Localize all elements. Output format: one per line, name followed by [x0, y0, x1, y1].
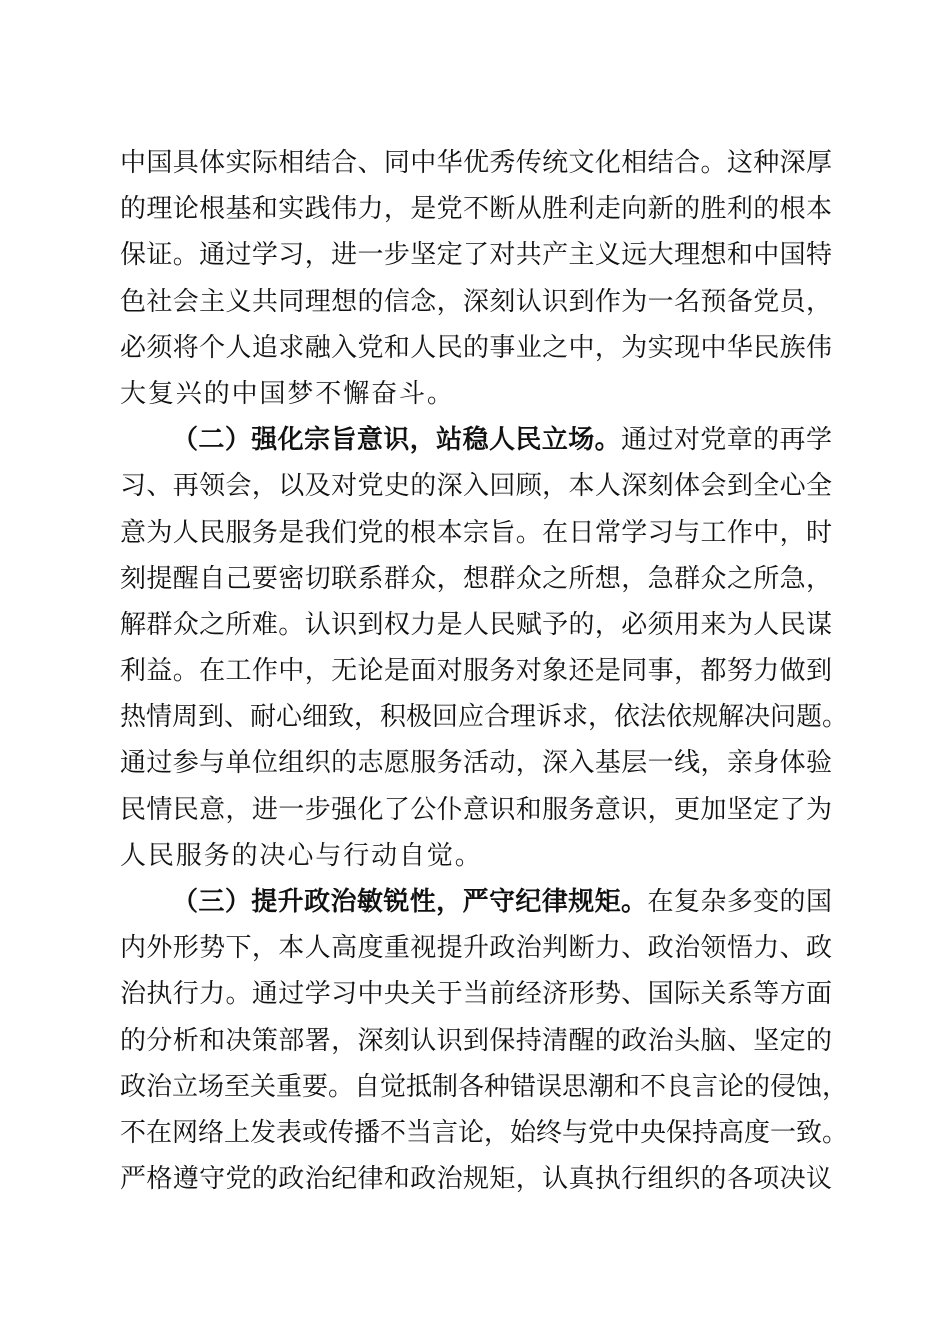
- text-line: 利益。在工作中，无论是面对服务对象还是同事，都努力做到: [120, 656, 832, 687]
- text-line: 民情民意，进一步强化了公仆意识和服务意识，更加坚定了为: [120, 794, 832, 825]
- text-line: 不在网络上发表或传播不当言论，始终与党中央保持高度一致。: [120, 1117, 849, 1148]
- text-line: 通过参与单位组织的志愿服务活动，深入基层一线，亲身体验: [120, 748, 832, 779]
- text-line: 大复兴的中国梦不懈奋斗。: [120, 378, 455, 409]
- text-line: 必须将个人追求融入党和人民的事业之中，为实现中华民族伟: [120, 332, 832, 363]
- text-line: 治执行力。通过学习中央关于当前经济形势、国际关系等方面: [120, 979, 832, 1010]
- text-line: 保证。通过学习，进一步坚定了对共产主义远大理想和中国特: [120, 240, 832, 271]
- section-heading: （三）提升政治敏锐性，严守纪律规矩。: [172, 887, 648, 917]
- paragraph-first-line: [120, 417, 832, 463]
- text-line: 的理论根基和实践伟力，是党不断从胜利走向新的胜利的根本: [120, 194, 832, 225]
- text-line: 的分析和决策部署，深刻认识到保持清醒的政治头脑、坚定的: [120, 1025, 832, 1056]
- text-line: 人民服务的决心与行动自觉。: [120, 840, 483, 871]
- text-line: 政治立场至关重要。自觉抵制各种错误思潮和不良言论的侵蚀，: [120, 1071, 849, 1102]
- document-body: [120, 140, 849, 1202]
- section-heading: （二）强化宗旨意识，站稳人民立场。: [172, 425, 622, 456]
- text-line: 严格遵守党的政治纪律和政治规矩，认真执行组织的各项决议: [120, 1164, 832, 1195]
- text-line: 中国具体实际相结合、同中华优秀传统文化相结合。这种深厚: [120, 148, 832, 178]
- text-line: 内外形势下，本人高度重视提升政治判断力、政治领悟力、政: [120, 933, 832, 964]
- text-line: 习、再领会，以及对党史的深入回顾，本人深刻体会到全心全: [120, 471, 832, 502]
- text-span: 在复杂多变的国: [647, 887, 832, 917]
- text-line: 热情周到、耐心细致，积极回应合理诉求，依法依规解决问题。: [120, 702, 849, 733]
- text-line: 刻提醒自己要密切联系群众，想群众之所想，急群众之所急，: [120, 563, 832, 594]
- text-line: 意为人民服务是我们党的根本宗旨。在日常学习与工作中，时: [120, 517, 832, 548]
- text-line: 色社会主义共同理想的信念，深刻认识到作为一名预备党员，: [120, 286, 832, 317]
- paragraph-first-line: [120, 879, 832, 925]
- text-span: 通过对党章的再学: [621, 425, 832, 456]
- text-line: 解群众之所难。认识到权力是人民赋予的，必须用来为人民谋: [120, 609, 832, 640]
